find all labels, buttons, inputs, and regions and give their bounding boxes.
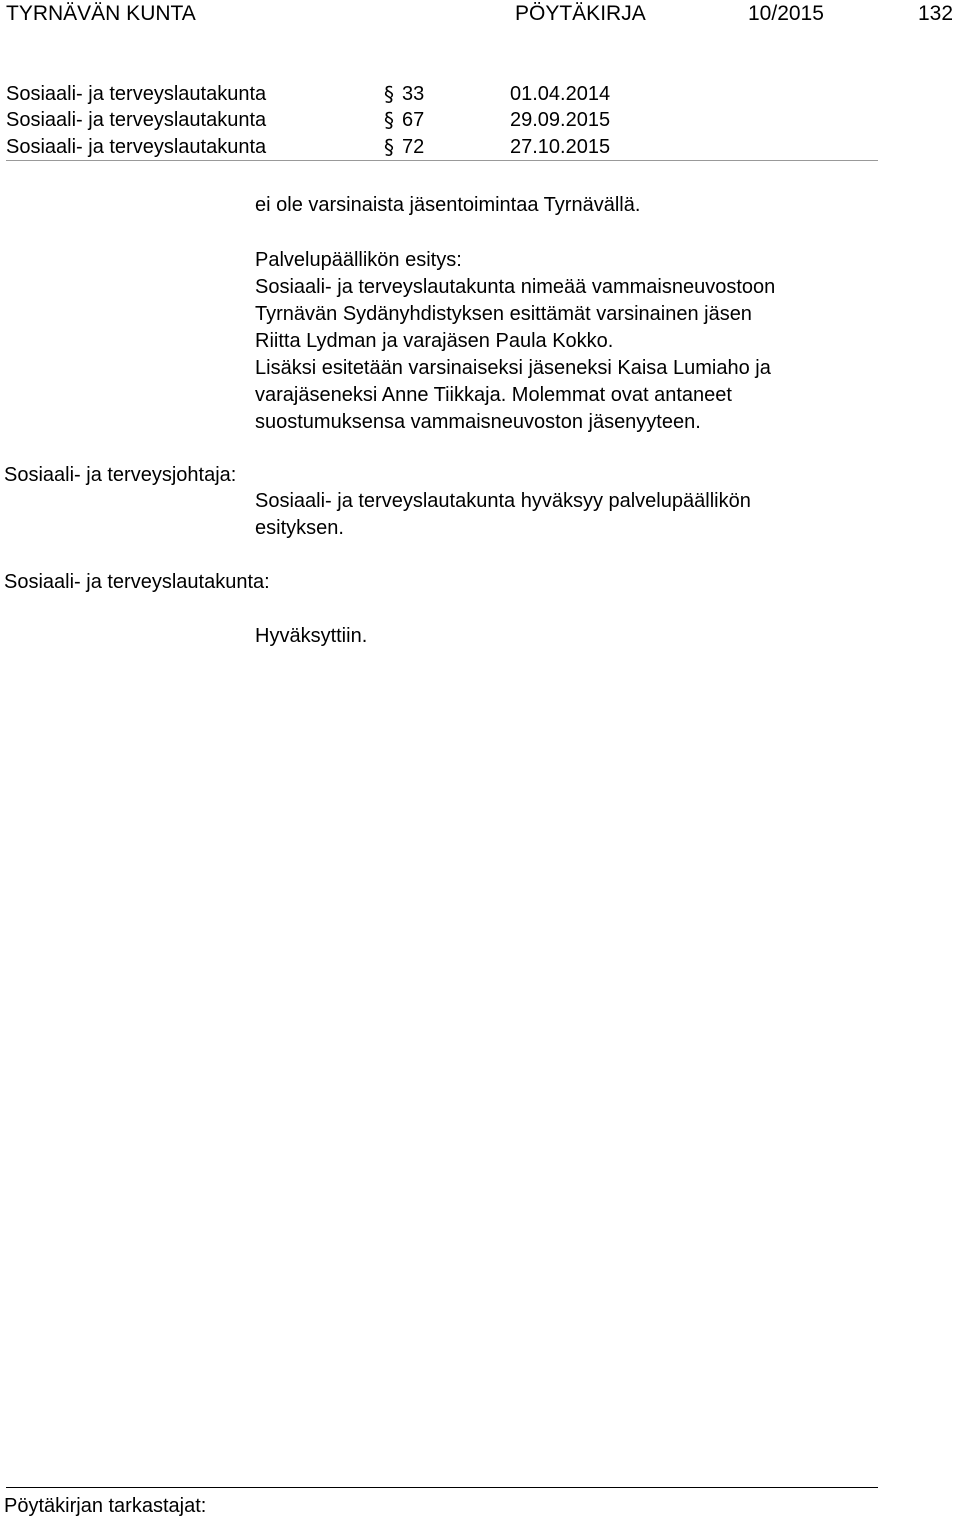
history-date: 01.04.2014 (510, 83, 611, 105)
proposal-line: Tyrnävän Sydänyhdistyksen esittämät varsinainen jäsen (255, 303, 752, 325)
proposal-line: Sosiaali- ja terveyslautakunta nimeää vammaisneuvostoon (255, 276, 776, 298)
history-number: 67 (402, 109, 425, 131)
proposal-line: Lisäksi esitetään varsinaiseksi jäseneksi Kaisa Lumiaho ja (255, 357, 771, 379)
section-sign-icon: § (384, 108, 394, 132)
director-line: Sosiaali- ja terveyslautakunta hyväksyy palvelupäällikön (255, 490, 751, 512)
director-label: Sosiaali- ja terveysjohtaja: (4, 464, 237, 486)
org-name: TYRNÄVÄN KUNTA (6, 2, 196, 25)
history-date: 29.09.2015 (510, 109, 611, 131)
history-body: Sosiaali- ja terveyslautakunta (6, 83, 267, 105)
director-line: esityksen. (255, 517, 344, 539)
board-decision: Hyväksyttiin. (255, 625, 368, 647)
issue-number: 10/2015 (748, 2, 824, 25)
header-divider (6, 160, 878, 161)
history-body: Sosiaali- ja terveyslautakunta (6, 136, 267, 158)
proposal-line: suostumuksensa vammaisneuvoston jäsenyyteen. (255, 411, 701, 433)
history-number: 72 (402, 136, 425, 158)
history-number: 33 (402, 83, 425, 105)
proposal-line: Riitta Lydman ja varajäsen Paula Kokko. (255, 330, 614, 352)
page-number: 132 (918, 2, 954, 25)
section-sign-icon: § (384, 135, 394, 159)
proposal-heading: Palvelupäällikön esitys: (255, 249, 462, 271)
footer-label: Pöytäkirjan tarkastajat: (4, 1495, 207, 1517)
proposal-line: varajäseneksi Anne Tiikkaja. Molemmat ovat antaneet (255, 384, 732, 406)
footer-divider (6, 1487, 878, 1488)
intro-line: ei ole varsinaista jäsentoimintaa Tyrnävällä. (255, 194, 641, 216)
section-sign-icon: § (384, 82, 394, 106)
history-date: 27.10.2015 (510, 136, 611, 158)
board-label: Sosiaali- ja terveyslautakunta: (4, 571, 270, 593)
doc-type: PÖYTÄKIRJA (515, 2, 646, 25)
history-body: Sosiaali- ja terveyslautakunta (6, 109, 267, 131)
